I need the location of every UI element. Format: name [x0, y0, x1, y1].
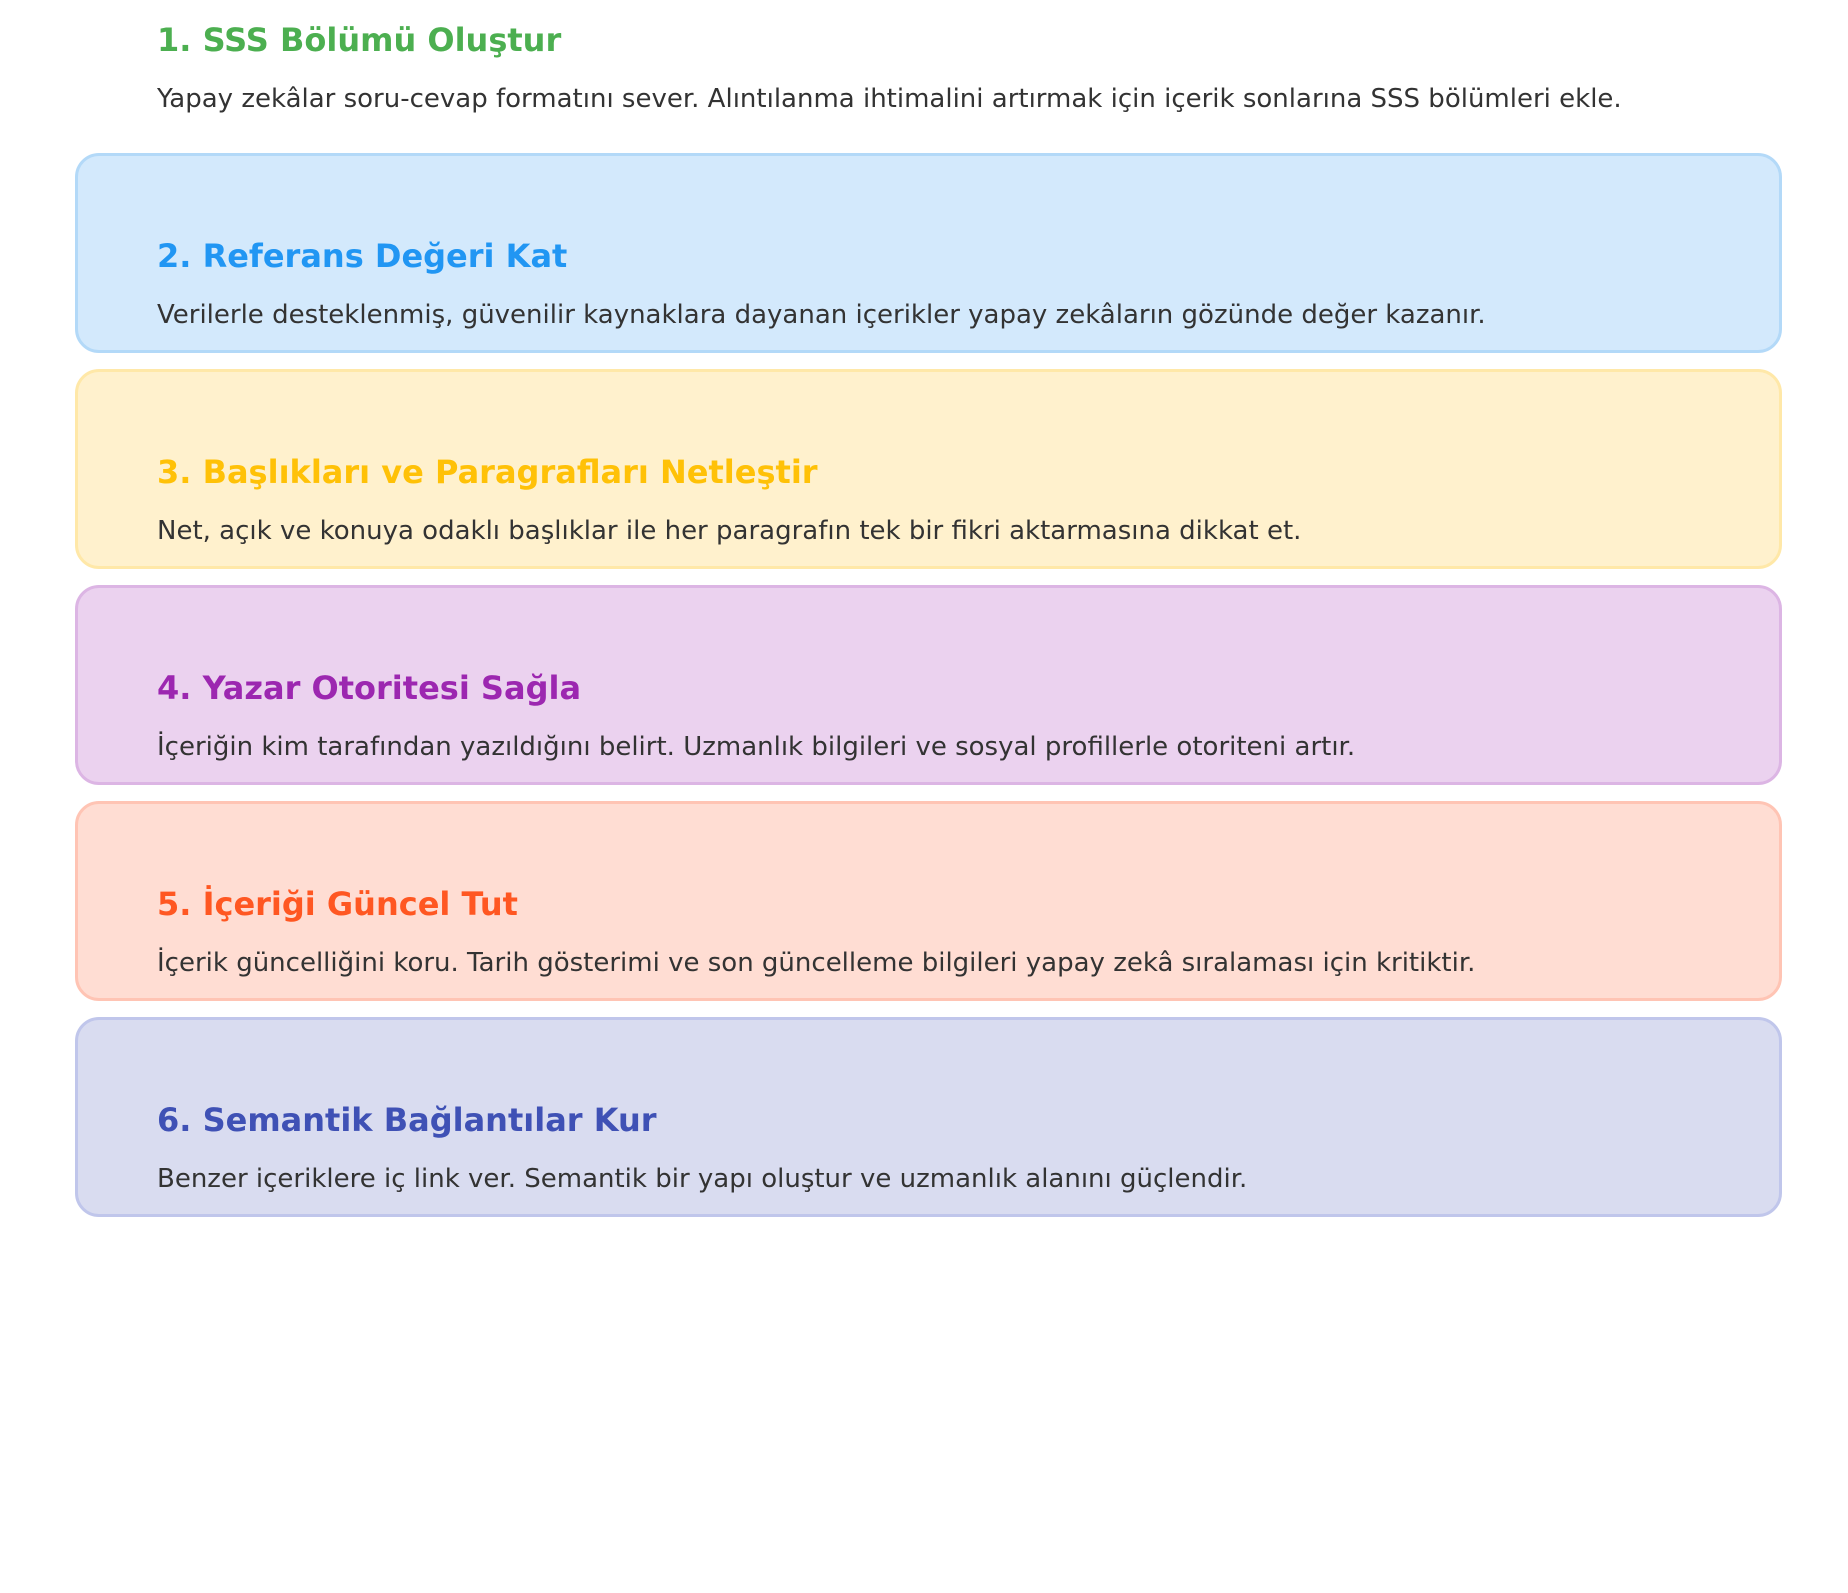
tip-card-semantic-links: [75, 1017, 1782, 1217]
tip-card-description: Verilerle desteklenmiş, güvenilir kaynaklara dayanan içerikler yapay zekâların gözünde değer kazanır.: [157, 300, 1486, 330]
tip-card-reference: [75, 153, 1782, 353]
tips-card-list: [75, 0, 1782, 1233]
tip-card-description: İçerik güncelliğini koru. Tarih gösterimi ve son güncelleme bilgileri yapay zekâ sıralaması için kritiktir.: [157, 948, 1476, 978]
tip-card-title: 4. Yazar Otoritesi Sağla: [157, 669, 582, 707]
tip-card-title: 5. İçeriği Güncel Tut: [157, 885, 518, 923]
tip-card-description: Benzer içeriklere iç link ver. Semantik bir yapı oluştur ve uzmanlık alanını güçlendir.: [157, 1164, 1248, 1194]
tip-card-freshness: [75, 801, 1782, 1001]
tip-card-headings: [75, 369, 1782, 569]
tip-card-title: 3. Başlıkları ve Paragrafları Netleştir: [157, 453, 818, 491]
tip-card-author: [75, 585, 1782, 785]
tip-card-title: 6. Semantik Bağlantılar Kur: [157, 1101, 657, 1139]
tip-card-description: Yapay zekâlar soru-cevap formatını sever. Alıntılanma ihtimalini artırmak için içerik sonlarına SSS bölümleri ekle.: [157, 84, 1622, 114]
tip-card-title: 1. SSS Bölümü Oluştur: [157, 21, 562, 59]
tip-card-description: İçeriğin kim tarafından yazıldığını belirt. Uzmanlık bilgileri ve sosyal profillerle otoriteni artır.: [157, 732, 1356, 762]
tip-card-title: 2. Referans Değeri Kat: [157, 237, 568, 275]
tip-card-description: Net, açık ve konuya odaklı başlıklar ile her paragrafın tek bir fikri aktarmasına dikkat et.: [157, 516, 1302, 546]
